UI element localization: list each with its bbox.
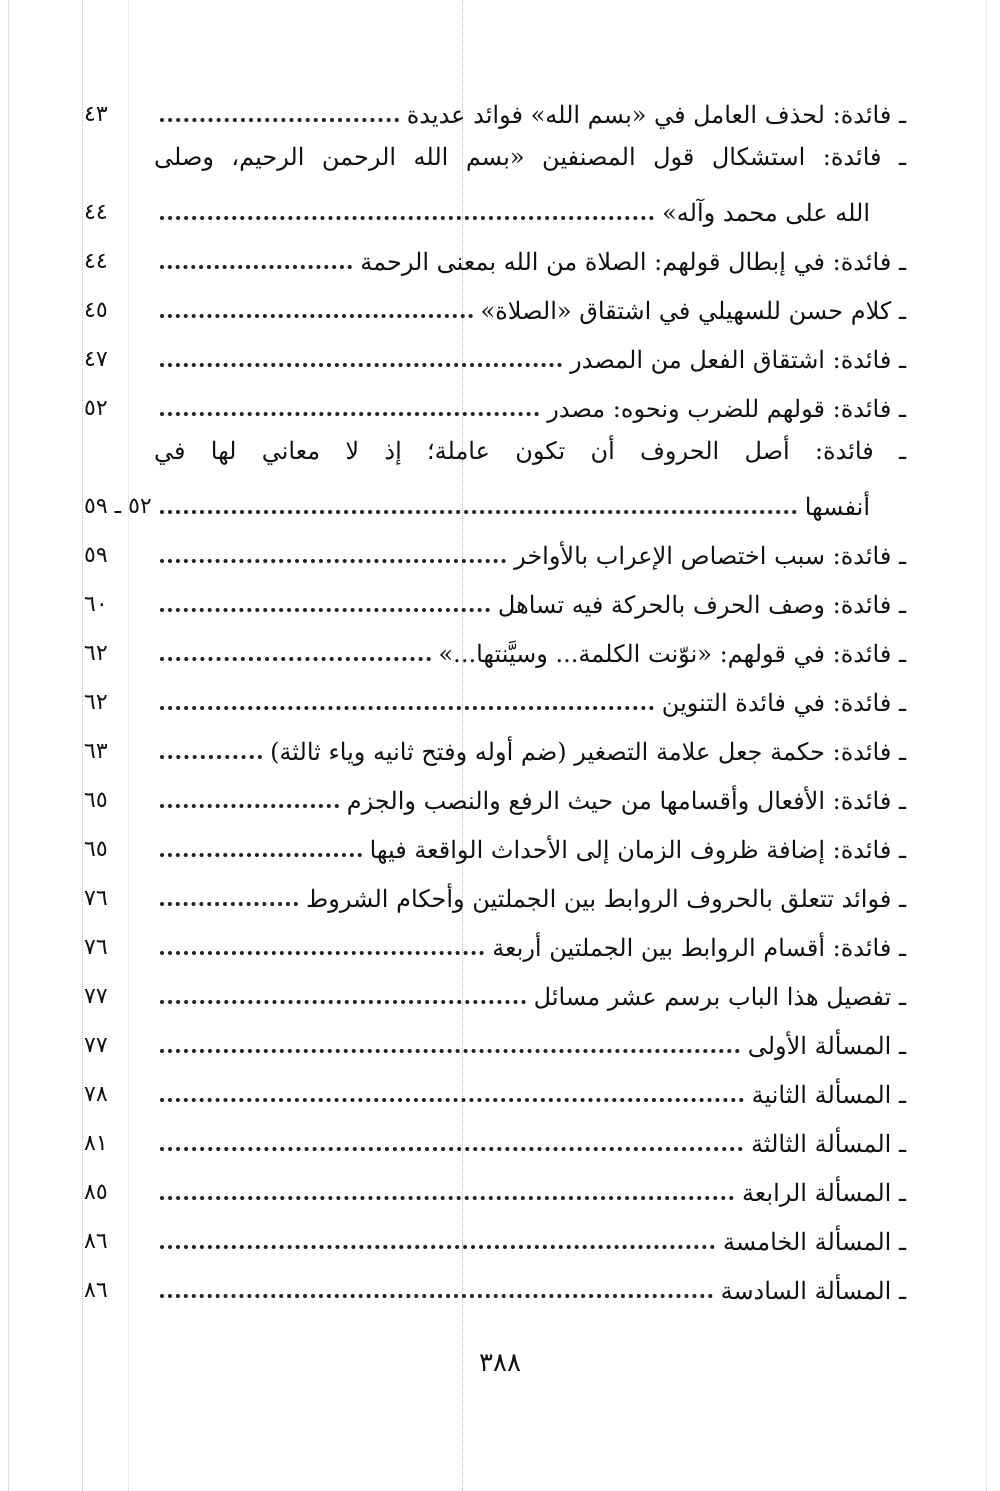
toc-entry-page: ٥٢ ـ ٥٩ [84, 494, 152, 519]
dot-leader [160, 853, 362, 857]
toc-entry-page: ٧٦ [84, 886, 108, 911]
toc-entry [84, 84, 906, 133]
toc-entry-page: ٥٢ [84, 396, 108, 421]
dot-leader [160, 755, 262, 759]
dot-leader [160, 510, 797, 514]
dot-leader [160, 804, 339, 808]
toc-entry-title: ـ فائدة: إضافة ظروف الزمان إلى الأحداث الواقعة فيها [369, 836, 906, 864]
toc-entry-title: ـ فائدة: في قولهم: «نوّنت الكلمة... وسيَّنتها...» [438, 640, 906, 668]
toc-entry-title: ـ المسألة الثانية [751, 1081, 906, 1109]
toc-entry [84, 770, 906, 819]
toc-entry-title: ـ فائدة: في إبطال قولهم: الصلاة من الله بمعنى الرحمة [360, 248, 906, 276]
toc-entry [84, 966, 906, 1015]
dot-leader [160, 1049, 740, 1053]
toc-entry-title: ـ كلام حسن للسهيلي في اشتقاق «الصلاة» [480, 297, 906, 325]
toc-entry-title: ـ المسألة الخامسة [723, 1228, 906, 1256]
toc-entry [84, 623, 906, 672]
dot-leader [160, 1147, 743, 1151]
toc-entry-title-line2: الله على محمد وآله» [662, 199, 870, 227]
toc-entry-page: ٦٥ [84, 788, 108, 813]
toc-entry-page: ٨٦ [84, 1278, 108, 1303]
toc-entry [84, 280, 906, 329]
toc-entry-title: ـ فائدة: قولهم للضرب ونحوه: مصدر [547, 395, 906, 423]
toc-entry [84, 1162, 906, 1211]
toc-entry [84, 917, 906, 966]
toc-entry-page: ٦٢ [84, 641, 108, 666]
dot-leader [160, 314, 473, 318]
toc-entry-page: ٥٩ [84, 543, 108, 568]
dot-leader [160, 657, 431, 661]
toc-entry-title: ـ المسألة السادسة [720, 1277, 906, 1305]
toc-entry-page: ٧٨ [84, 1082, 108, 1107]
toc-entry-title-line1: ـ فائدة: أصل الحروف أن تكون عاملة؛ إذ لا معاني لها في [154, 437, 906, 465]
toc-entry-page: ٨١ [84, 1131, 108, 1156]
dot-leader [160, 706, 654, 710]
dot-leader [160, 559, 506, 563]
dot-leader [160, 608, 490, 612]
toc-entry-page: ٨٦ [84, 1229, 108, 1254]
toc-entry-title: ـ فائدة: وصف الحرف بالحركة فيه تساهل [497, 591, 906, 619]
scan-guide-line [986, 0, 987, 1491]
dot-leader [160, 412, 539, 416]
toc-entry-page: ٤٣ [84, 102, 108, 127]
toc-entry [84, 525, 906, 574]
toc-entry-title: ـ فائدة: حكمة جعل علامة التصغير (ضم أوله وفتح ثانيه وياء ثالثة) [270, 738, 906, 766]
dot-leader [160, 1000, 526, 1004]
toc-entry-page: ٦٠ [84, 592, 108, 617]
scan-guide-line [8, 0, 9, 1491]
toc-entry-title: ـ تفصيل هذا الباب برسم عشر مسائل [533, 983, 906, 1011]
toc-entry [84, 574, 906, 623]
table-of-contents [84, 84, 906, 1309]
toc-entry-title: ـ فائدة: لحذف العامل في «بسم الله» فوائد عديدة [406, 101, 906, 129]
toc-entry [84, 819, 906, 868]
toc-entry-page: ٨٥ [84, 1180, 108, 1205]
toc-entry-page: ٤٧ [84, 347, 108, 372]
toc-entry [84, 1064, 906, 1113]
toc-entry-title: ـ المسألة الرابعة [741, 1179, 906, 1207]
toc-entry [84, 1211, 906, 1260]
toc-entry [84, 231, 906, 280]
toc-entry-title: ـ فائدة: سبب اختصاص الإعراب بالأواخر [514, 542, 906, 570]
page-number: ٣٨٨ [479, 1348, 521, 1378]
dot-leader [160, 1294, 713, 1298]
dot-leader [160, 1098, 744, 1102]
dot-leader [160, 1245, 715, 1249]
dot-leader [160, 216, 654, 220]
dot-leader [160, 118, 399, 122]
toc-entry-title: ـ فائدة: أقسام الروابط بين الجملتين أربعة [492, 934, 906, 962]
dot-leader [160, 1196, 734, 1200]
toc-entry [84, 1260, 906, 1309]
dot-leader [160, 265, 352, 269]
toc-entry-page: ٧٦ [84, 935, 108, 960]
dot-leader [160, 363, 562, 367]
toc-entry-title-line1: ـ فائدة: استشكال قول المصنفين «بسم الله الرحمن الرحيم، وصلى [154, 143, 906, 171]
toc-entry-page: ٦٥ [84, 837, 108, 862]
toc-entry [84, 1015, 906, 1064]
toc-entry-page: ٧٧ [84, 1033, 108, 1058]
toc-entry-title: ـ المسألة الثالثة [750, 1130, 906, 1158]
toc-entry-page: ٤٥ [84, 298, 108, 323]
toc-entry [84, 378, 906, 427]
scan-guide-line [82, 0, 83, 1491]
toc-entry [84, 133, 906, 231]
toc-entry-page: ٦٢ [84, 690, 108, 715]
toc-entry-page: ٤٤ [84, 249, 108, 274]
toc-entry [84, 721, 906, 770]
toc-entry-title: ـ فائدة: في فائدة التنوين [661, 689, 906, 717]
toc-entry [84, 672, 906, 721]
dot-leader [160, 951, 484, 955]
toc-entry [84, 1113, 906, 1162]
toc-entry [84, 329, 906, 378]
toc-entry [84, 868, 906, 917]
toc-entry-title: ـ فوائد تتعلق بالحروف الروابط بين الجملتين وأحكام الشروط [306, 885, 906, 913]
toc-entry-page: ٦٣ [84, 739, 108, 764]
dot-leader [160, 902, 298, 906]
toc-entry-title: ـ فائدة: الأفعال وأقسامها من حيث الرفع والنصب والجزم [346, 787, 906, 815]
toc-entry-title: ـ فائدة: اشتقاق الفعل من المصدر [570, 346, 906, 374]
toc-entry-page: ٤٤ [84, 200, 108, 225]
toc-entry [84, 427, 906, 525]
toc-entry-title: ـ المسألة الأولى [747, 1032, 906, 1060]
toc-entry-page: ٧٧ [84, 984, 108, 1009]
toc-entry-title-line2: أنفسها [804, 493, 870, 521]
